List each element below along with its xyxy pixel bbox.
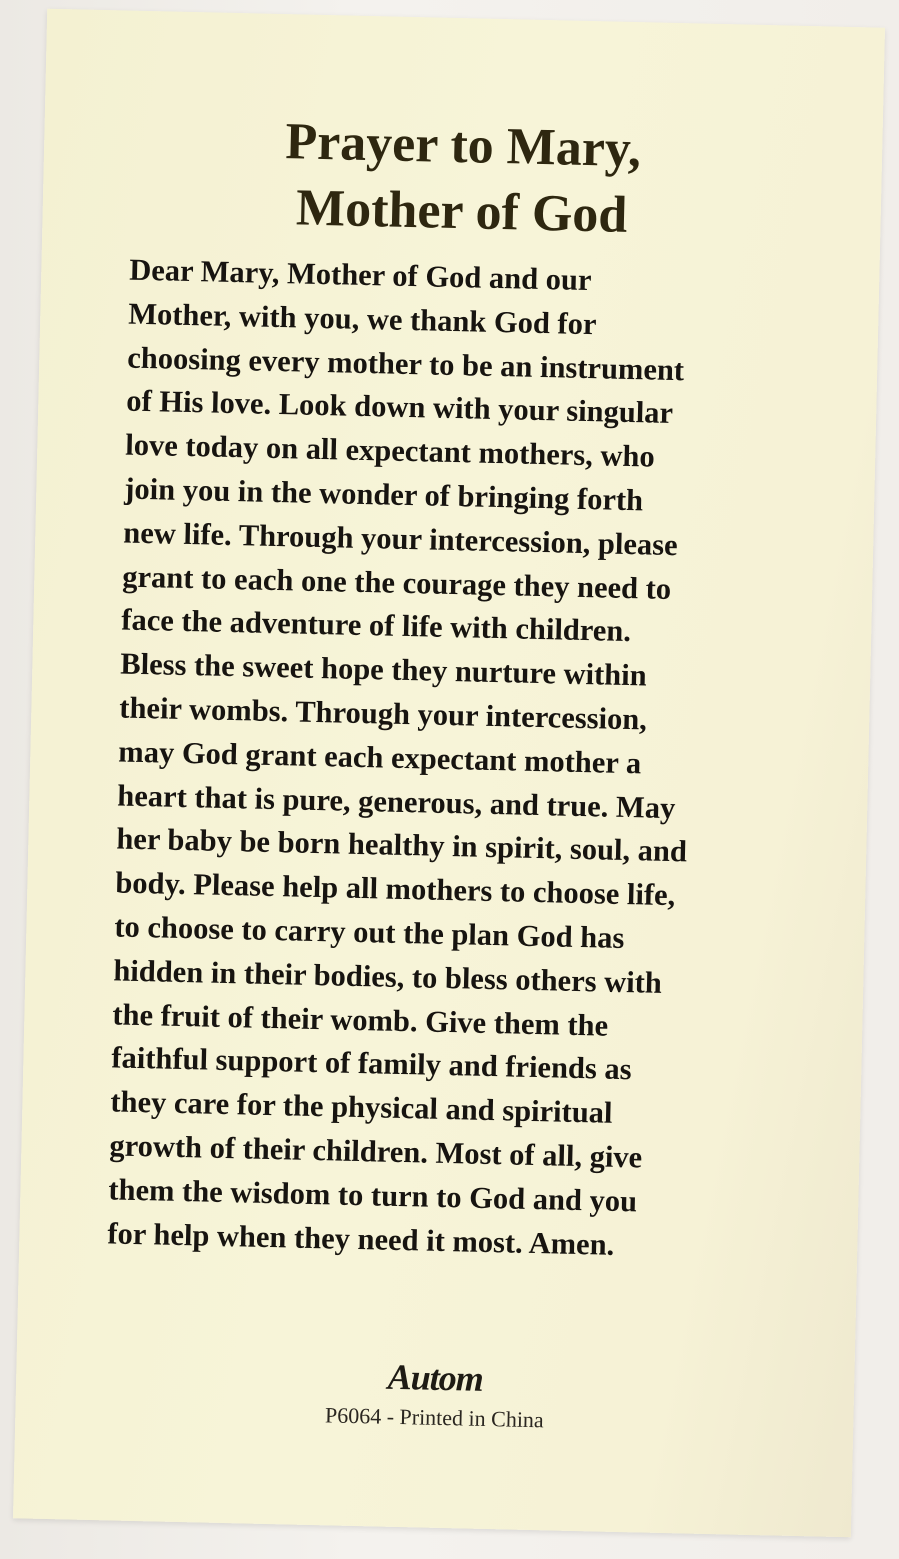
prayer-line: may God grant each expectant mother a [118, 734, 642, 781]
prayer-line: her baby be born healthy in spirit, soul, and [116, 821, 688, 869]
prayer-line: face the adventure of life with children. [121, 602, 632, 649]
prayer-text [107, 249, 820, 1272]
prayer-line: choosing every mother to be an instrument [126, 340, 685, 387]
prayer-line: grant to each one the courage they need to [121, 559, 672, 606]
prayer-title-line-2: Mother of God [295, 179, 628, 244]
product-code: P6064 - Printed in China [324, 1402, 545, 1433]
prayer-line: them the wisdom to turn to God and you [108, 1172, 638, 1219]
prayer-line: Bless the sweet hope they nurture within [120, 646, 648, 693]
prayer-line: growth of their children. Most of all, give [109, 1128, 643, 1175]
prayer-line: they care for the physical and spiritual [110, 1084, 613, 1130]
prayer-line: body. Please help all mothers to choose life, [115, 865, 676, 913]
prayer-line: love today on all expectant mothers, who [124, 427, 656, 474]
autom-logo: Autom [387, 1356, 484, 1399]
prayer-line: new life. Through your intercession, please [122, 515, 679, 562]
prayer-line: heart that is pure, generous, and true. May [117, 778, 676, 825]
prayer-line: hidden in their bodies, to bless others with [113, 953, 663, 1000]
prayer-line: the fruit of their womb. Give them the [112, 996, 609, 1043]
card-footer [15, 1346, 855, 1441]
prayer-line: Mother, with you, we thank God for [127, 296, 597, 342]
prayer-line: for help when they need it most. Amen. [107, 1215, 615, 1262]
prayer-line: of His love. Look down with your singular [125, 383, 674, 431]
prayer-line: their wombs. Through your intercession, [119, 690, 648, 737]
prayer-line: faithful support of family and friends as [111, 1040, 632, 1087]
prayer-card [13, 9, 885, 1538]
prayer-line: Dear Mary, Mother of God and our [128, 252, 592, 298]
prayer-title [42, 104, 883, 255]
prayer-line: to choose to carry out the plan God has [114, 909, 625, 955]
prayer-line: join you in the wonder of bringing forth [123, 471, 644, 518]
prayer-title-line-1: Prayer to Mary, [284, 113, 642, 179]
